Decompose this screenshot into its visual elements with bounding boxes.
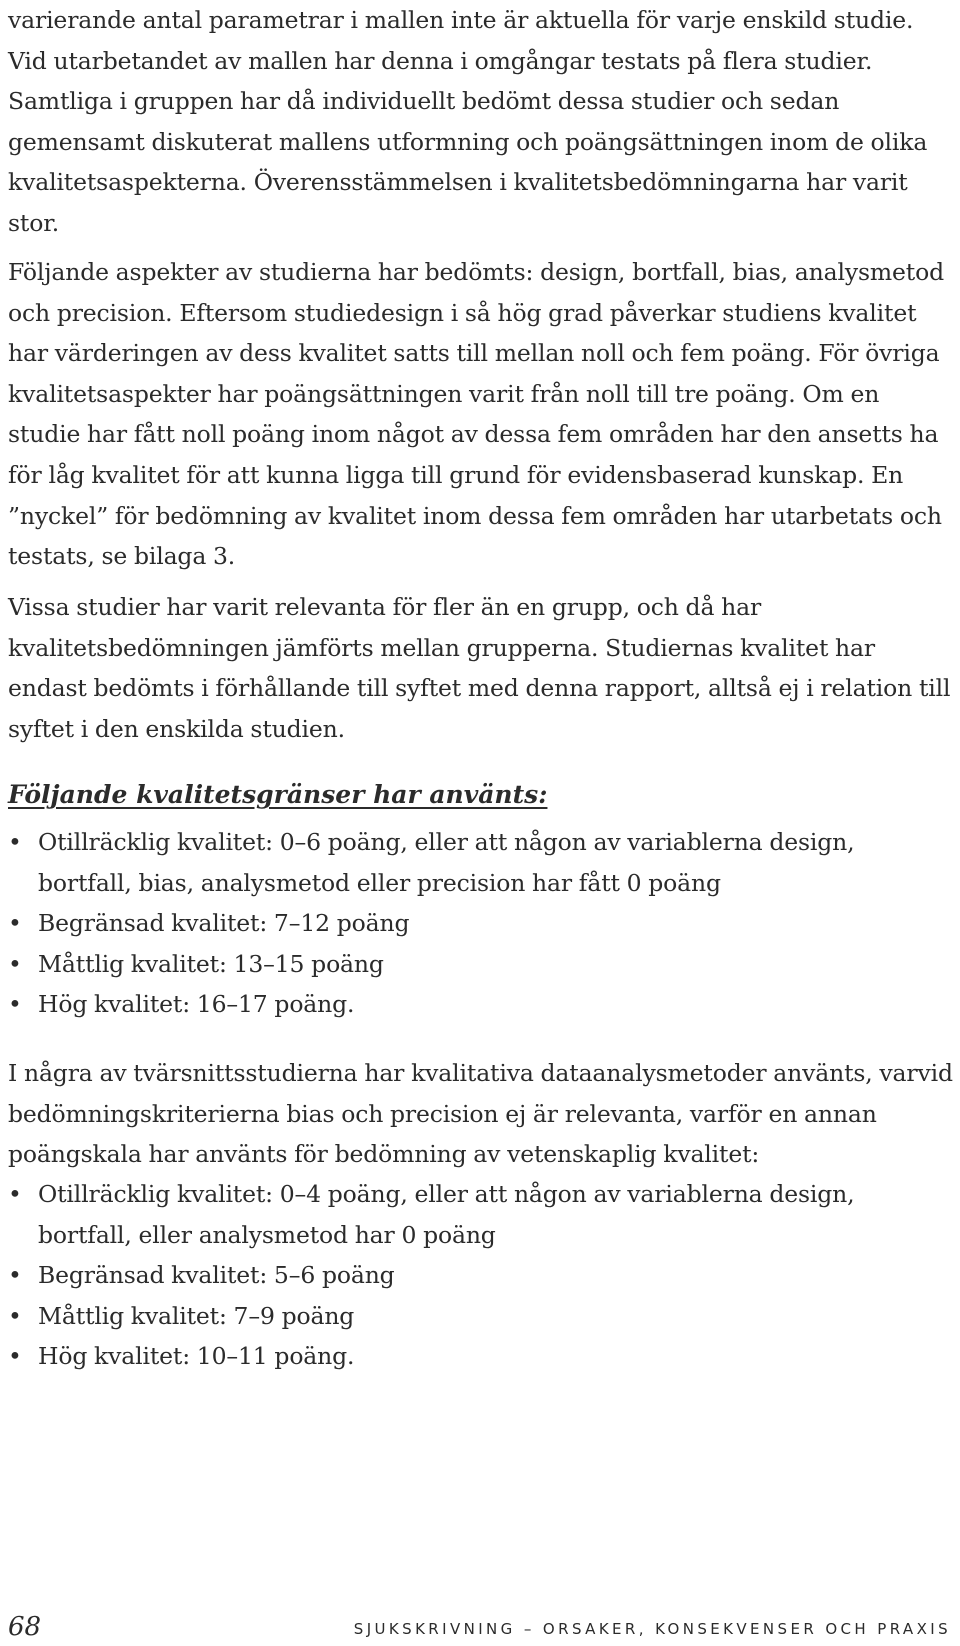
list-item (8, 903, 953, 944)
paragraph-template-testing: varierande antal parametrar i mallen inte är aktuella för varje enskild studie. Vid utarbetandet av mallen har denna i omgångar testats på flera studier. Samtliga i gruppen har då individuellt bedömt dessa studier och sedan gemensamt diskuterat mallens utformning och poängsättningen inom de olika kvalitetsaspekterna. Överensstämmelsen i kvalitetsbedömningarna har varit stor. (8, 6, 928, 237)
running-title: SJUKSKRIVNING – ORSAKER, KONSEKVENSER OCH PRAXIS (353, 1620, 951, 1638)
list-item-text: Begränsad kvalitet: 5–6 poäng (38, 1261, 395, 1290)
bullet-icon: • (8, 909, 22, 938)
page-footer (8, 1600, 953, 1640)
page-number: 68 (8, 1612, 42, 1642)
bullet-icon: • (8, 1261, 22, 1290)
list-item (8, 1174, 953, 1255)
list-item-text: Måttlig kvalitet: 13–15 poäng (38, 949, 384, 978)
list-item-text: Hög kvalitet: 10–11 poäng. (38, 1342, 355, 1371)
list-item (8, 984, 953, 1025)
list-item-text: Hög kvalitet: 16–17 poäng. (38, 990, 355, 1019)
list-item-text: Begränsad kvalitet: 7–12 poäng (38, 909, 410, 938)
list-item (8, 1296, 953, 1337)
bullet-icon: • (8, 949, 22, 978)
list-item (8, 822, 953, 903)
list-item (8, 1336, 953, 1377)
list-item (8, 1255, 953, 1296)
list-item (8, 944, 953, 985)
bullet-icon: • (8, 1342, 22, 1371)
bullet-icon: • (8, 1180, 22, 1208)
paragraph-qualitative-methods: I några av tvärsnittsstudierna har kvalitativa dataanalysmetoder använts, varvid bedömningskriterierna bias och precision ej är relevanta, varför en annan poängskala har använts för bedömning av vetenskaplig kvalitet: (8, 1059, 953, 1169)
paragraph-quality-aspects: Följande aspekter av studierna har bedömts: design, bortfall, bias, analysmetod och precision. Eftersom studiedesign i så hög grad påverkar studiens kvalitet har värderingen av dess kvalitet satts till mellan noll och fem poäng. För övriga kvalitetsaspekter har poängsättningen varit från noll till tre poäng. Om en studie har fått noll poäng inom något av dessa fem områden har den ansetts ha för låg kvalitet för att kunna ligga till grund för evidensbaserad kunskap. En ”nyckel” för bedömning av kvalitet inom dessa fem områden har utarbetats och testats, se bilaga 3. (8, 258, 944, 571)
section-heading: Följande kvalitetsgränser har använts: (8, 780, 548, 809)
quality-limits-list (8, 822, 953, 1025)
bullet-icon: • (8, 828, 22, 856)
qualitative-limits-list (8, 1174, 953, 1377)
paragraph-group-comparison: Vissa studier har varit relevanta för fler än en grupp, och då har kvalitetsbedömningen jämförts mellan grupperna. Studiernas kvalitet har endast bedömts i förhållande till syftet med denna rapport, alltså ej i relation till syftet i den enskilda studien. (8, 593, 951, 743)
bullet-icon: • (8, 1301, 22, 1330)
list-item-text: Otillräcklig kvalitet: 0–6 poäng, eller att någon av variablerna design, bortfall, bias, analysmetod eller precision har fått 0 poäng (38, 828, 855, 897)
list-item-text: Måttlig kvalitet: 7–9 poäng (38, 1301, 355, 1330)
bullet-icon: • (8, 990, 22, 1019)
list-item-text: Otillräcklig kvalitet: 0–4 poäng, eller att någon av variablerna design, bortfall, eller analysmetod har 0 poäng (38, 1180, 855, 1249)
